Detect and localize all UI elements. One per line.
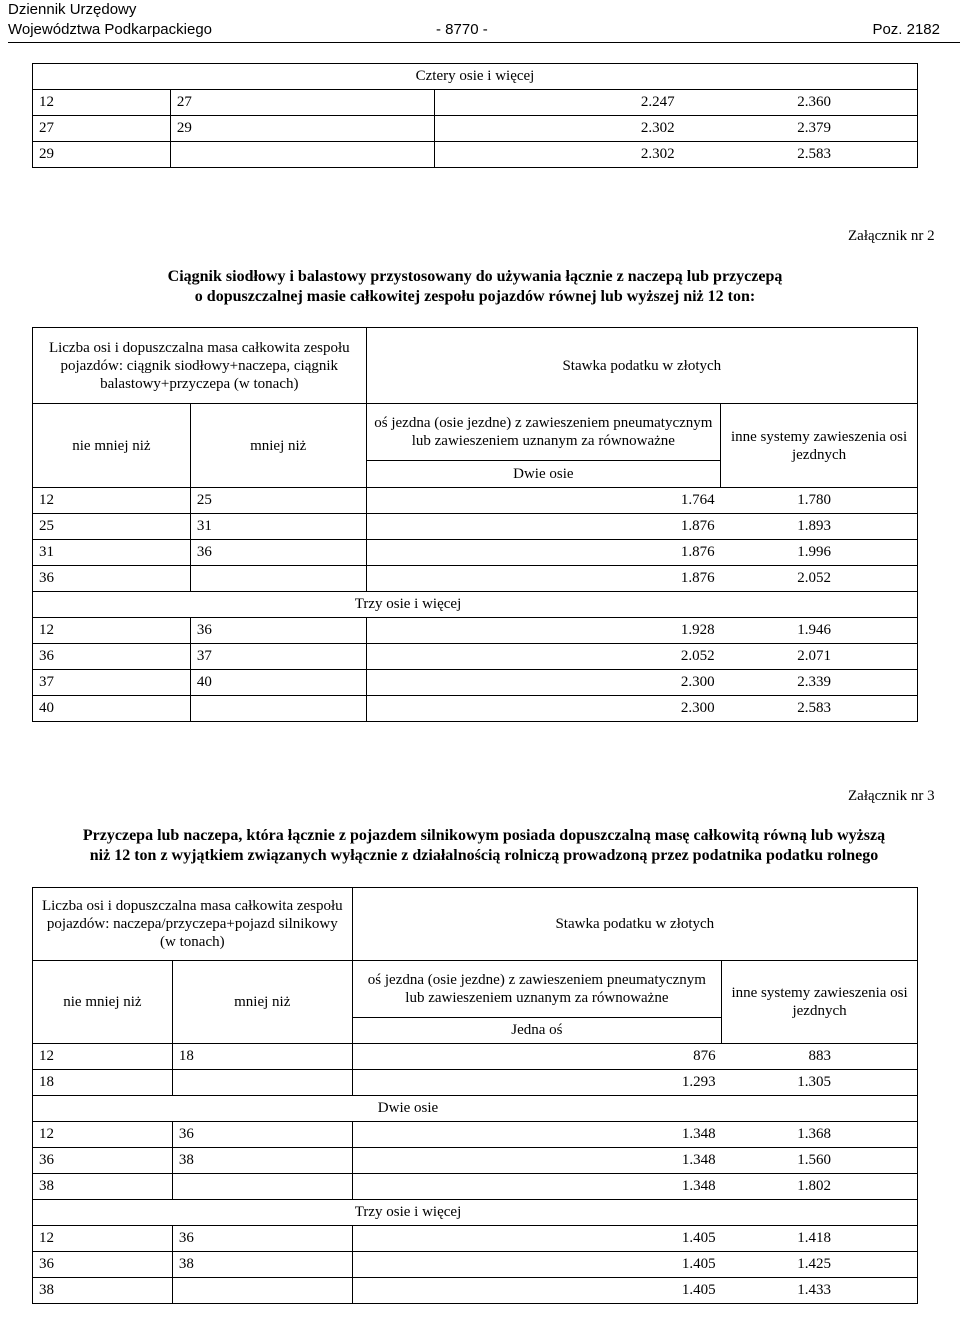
section-label: Trzy osie i więcej	[33, 1200, 918, 1226]
table-top	[32, 63, 918, 168]
section-label: Trzy osie i więcej	[33, 592, 918, 618]
table-row: 12 25 1.764 1.780	[33, 488, 918, 514]
header-max: mniej niż	[172, 961, 352, 1044]
header-pneumatic: oś jezdna (osie jezdne) z zawieszeniem pneumatycznym lub zawieszeniem uznanym za równoważne	[366, 404, 721, 461]
journal-region: Województwa Podkarpackiego	[8, 21, 213, 38]
section-label: Cztery osie i więcej	[33, 64, 918, 90]
table-row: 12 36 1.405 1.418	[33, 1226, 918, 1252]
table-row: 31 36 1.876 1.996	[33, 540, 918, 566]
table-row: 29 2.302 2.583	[33, 142, 918, 168]
section-label: Dwie osie	[33, 1096, 918, 1122]
header-min: nie mniej niż	[33, 404, 191, 488]
table-row: 40 2.300 2.583	[33, 696, 918, 722]
header-rate: Stawka podatku w złotych	[352, 888, 917, 961]
header-weight: Liczba osi i dopuszczalna masa całkowita zespołu pojazdów: naczepa/przyczepa+pojazd silnikowy (w tonach)	[33, 888, 353, 961]
table-row: 36 1.876 2.052	[33, 566, 918, 592]
page-number: - 8770 -	[436, 21, 488, 38]
table-row: 12 18 876 883	[33, 1044, 918, 1070]
header-rate: Stawka podatku w złotych	[366, 328, 917, 404]
annex-2-label: Załącznik nr 2	[848, 228, 935, 244]
page-header	[8, 0, 960, 43]
header-min: nie mniej niż	[33, 961, 173, 1044]
annex-2-table	[32, 327, 918, 722]
table-row: 36 38 1.405 1.425	[33, 1252, 918, 1278]
annex-3-title: Przyczepa lub naczepa, która łącznie z pojazdem silnikowym posiada dopuszczalną masę całkowitą równą lub wyższą niż 12 ton z wyjątkiem związanych wyłącznie z działalnością rolniczą prowadzoną przez podatnika podatku rolnego	[82, 827, 886, 864]
journal-title: Dziennik Urzędowy	[8, 1, 137, 18]
header-weight: Liczba osi i dopuszczalna masa całkowita zespołu pojazdów: ciągnik siodłowy+naczepa, ciągnik balastowy+przyczepa (w tonach)	[33, 328, 367, 404]
header-other: inne systemy zawieszenia osi jezdnych	[722, 961, 918, 1044]
table-row: 38 1.405 1.433	[33, 1278, 918, 1304]
table-row: 38 1.348 1.802	[33, 1174, 918, 1200]
table-row: 12 36 1.928 1.946	[33, 618, 918, 644]
annex-2-title: Ciągnik siodłowy i balastowy przystosowany do używania łącznie z naczepą lub przyczepą o dopuszczalnej masie całkowitej zespołu pojazdów równej lub wyższej niż 12 ton:	[167, 268, 783, 305]
table-row: 12 27 2.247 2.360	[33, 90, 918, 116]
header-pneumatic: oś jezdna (osie jezdne) z zawieszeniem pneumatycznym lub zawieszeniem uznanym za równoważne	[352, 961, 721, 1018]
table-row: 36 38 1.348 1.560	[33, 1148, 918, 1174]
table-row: 27 29 2.302 2.379	[33, 116, 918, 142]
table-row: 37 40 2.300 2.339	[33, 670, 918, 696]
section-label: Dwie osie	[366, 461, 721, 488]
annex-3-table	[32, 887, 918, 1304]
header-max: mniej niż	[190, 404, 366, 488]
table-row: 12 36 1.348 1.368	[33, 1122, 918, 1148]
position-number: Poz. 2182	[872, 21, 940, 38]
header-other: inne systemy zawieszenia osi jezdnych	[721, 404, 918, 488]
table-row: 18 1.293 1.305	[33, 1070, 918, 1096]
section-label: Jedna oś	[352, 1018, 721, 1044]
annex-3-label: Załącznik nr 3	[848, 788, 935, 804]
table-row: 25 31 1.876 1.893	[33, 514, 918, 540]
table-row: 36 37 2.052 2.071	[33, 644, 918, 670]
